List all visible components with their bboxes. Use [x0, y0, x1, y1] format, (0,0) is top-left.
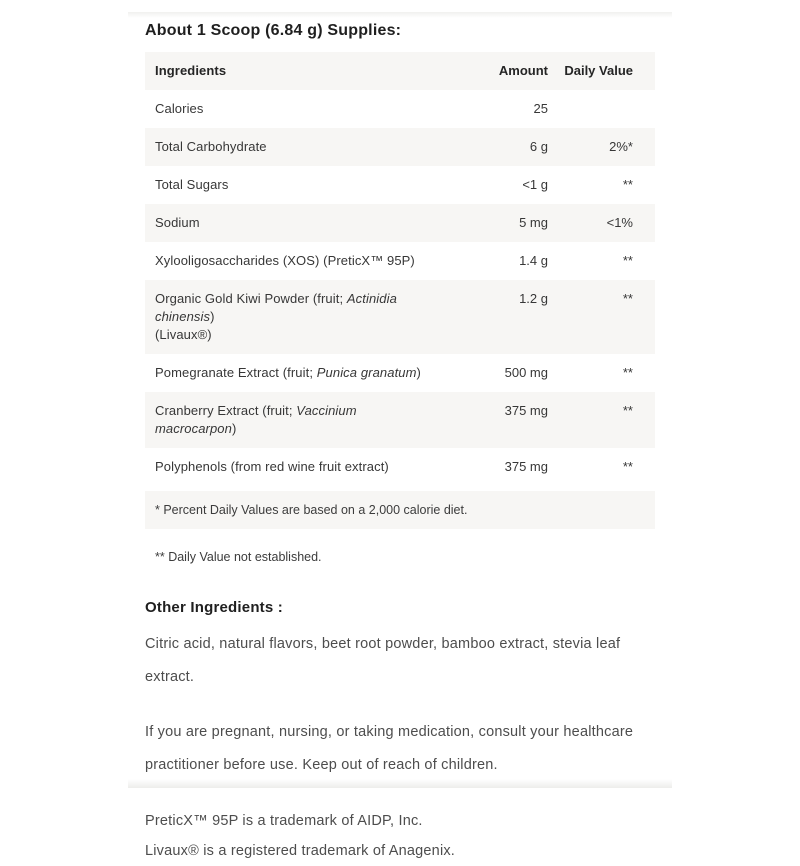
amount-value: 375 mg [504, 459, 548, 474]
table-row [145, 242, 655, 280]
daily-value: 2%* [609, 139, 633, 154]
supplement-facts-card [128, 12, 672, 859]
card-bottom-fade [128, 779, 672, 788]
ingredient-name: Cranberry Extract (fruit; Vaccinium macrocarpon) [155, 403, 357, 436]
other-ingredients-text: Citric acid, natural flavors, beet root powder, bamboo extract, stevia leaf extract. [145, 636, 621, 685]
table-row [145, 204, 655, 242]
footnote-not-established: ** Daily Value not established. [145, 538, 655, 576]
table-row [145, 280, 655, 354]
daily-value: ** [622, 291, 633, 306]
table-row [145, 448, 655, 486]
card-content [128, 12, 672, 866]
table-header-row [145, 52, 655, 90]
ingredient-name: Xylooligosaccharides (XOS) (PreticX™ 95P) [155, 253, 415, 268]
footnote-daily-values: * Percent Daily Values are based on a 2,000 calorie diet. [145, 491, 655, 529]
ingredient-name: Organic Gold Kiwi Powder (fruit; Actinidia chinensis) (Livaux®) [155, 291, 397, 342]
amount-value: 1.4 g [519, 253, 548, 268]
daily-value: ** [622, 403, 633, 418]
amount-value: 500 mg [504, 365, 548, 380]
daily-value: ** [622, 253, 633, 268]
amount-value: 1.2 g [519, 291, 548, 306]
header-daily-value: Daily Value [564, 63, 633, 78]
ingredient-name: Calories [155, 101, 204, 116]
daily-value: <1% [606, 215, 633, 230]
daily-value: ** [622, 459, 633, 474]
ingredient-name: Sodium [155, 215, 200, 230]
trademark-notices [145, 806, 655, 866]
warning-text: If you are pregnant, nursing, or taking medication, consult your healthcare practitioner before use. Keep out of reach of children. [145, 724, 634, 773]
daily-value: ** [622, 365, 633, 380]
ingredients-table [145, 52, 655, 486]
table-row [145, 166, 655, 204]
card-top-fade [128, 12, 672, 18]
header-ingredients: Ingredients [155, 63, 227, 78]
other-ingredients-heading: Other Ingredients : [145, 599, 283, 616]
page-title: About 1 Scoop (6.84 g) Supplies: [145, 22, 402, 39]
table-row [145, 392, 655, 448]
table-row [145, 128, 655, 166]
trademark-preticx: PreticX™ 95P is a trademark of AIDP, Inc. [145, 813, 423, 829]
amount-value: 375 mg [504, 403, 548, 418]
table-row [145, 354, 655, 392]
lower-section [145, 599, 655, 866]
ingredient-name: Pomegranate Extract (fruit; Punica granatum) [155, 365, 421, 380]
amount-value: 6 g [529, 139, 548, 154]
amount-value: 25 [533, 101, 548, 116]
trademark-livaux: Livaux® is a registered trademark of Anagenix. [145, 843, 456, 859]
ingredient-name: Total Carbohydrate [155, 139, 267, 154]
ingredient-name: Polyphenols (from red wine fruit extract) [155, 459, 389, 474]
ingredients-table-body [145, 90, 655, 486]
amount-value: <1 g [522, 177, 548, 192]
table-row [145, 90, 655, 128]
amount-value: 5 mg [519, 215, 548, 230]
header-amount: Amount [498, 63, 548, 78]
daily-value: ** [622, 177, 633, 192]
ingredient-name: Total Sugars [155, 177, 229, 192]
